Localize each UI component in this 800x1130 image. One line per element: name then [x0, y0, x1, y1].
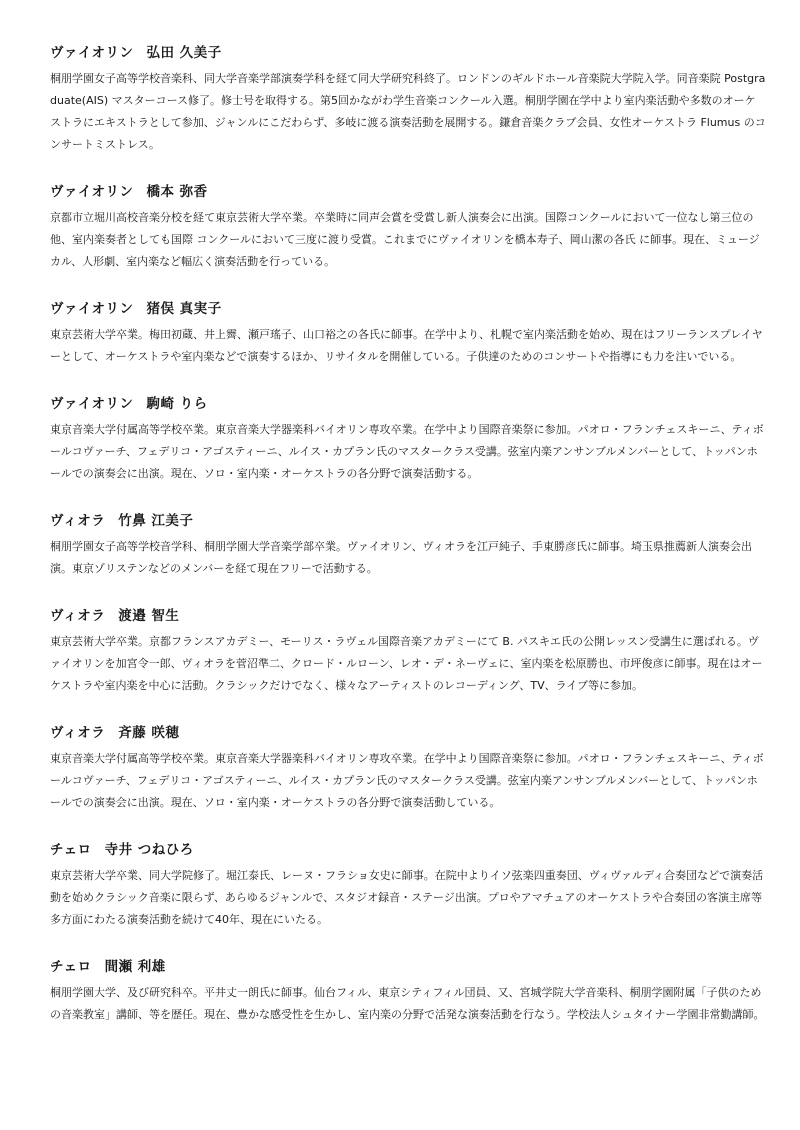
profile-entry — [50, 395, 766, 485]
profile-heading — [50, 958, 766, 976]
profile-bio: 東京芸術大学卒業。京都フランスアカデミー、モーリス・ラヴェル国際音楽アカデミーにて B. パスキエ氏の公開レッスン受講生に選ばれる。ヴァイオリンを加宮令一郎、ヴィオラを菅沼準二、クロード・ルローン、レオ・デ・ネーヴェに、室内楽を松原勝也、市坪俊彦に師事。現在はオーケストラや室内楽を中心に活動。クラシックだけでなく、様々なアーティストのレコーディング、TV、ライブ等に参加。 — [50, 635, 763, 692]
profile-entry — [50, 44, 766, 156]
profile-role: ヴィオラ — [50, 725, 106, 741]
profile-bio: 桐朋学園大学、及び研究科卒。平井丈一朗氏に師事。仙台フィル、東京シティフィル団員、又、宮城学院大学音楽科、桐朋学園附属「子供のための音楽教室」講師、等を歴任。現在、豊かな感受性を生かし、室内楽の分野で活発な演奏活動を行なう。学校法人シュタイナー学園非常勤講師。 — [50, 986, 765, 1021]
profile-bio: 桐朋学園女子高等学校音楽科、同大学音楽学部演奏学科を経て同大学研究科終了。ロンドンのギルドホール音楽院大学院入学。同音楽院 Postgraduate(AIS) マスターコース修了。修士号を取得する。第5回かながわ学生音楽コンクール入選。桐朋学園在学中より室内楽活動や多数のオーケストラにエキストラとして参加、ジャンルにこだわらず、多岐に渡る演奏活動を展開する。鎌倉音楽クラブ会員、女性オーケストラ Flumus のコンサートミストレス。 — [50, 72, 766, 151]
profile-heading — [50, 395, 766, 413]
profile-entry — [50, 512, 766, 580]
profile-heading — [50, 724, 766, 742]
profile-heading — [50, 183, 766, 201]
profile-bio: 東京音楽大学付属高等学校卒業。東京音楽大学器楽科バイオリン専攻卒業。在学中より国際音楽祭に参加。パオロ・フランチェスキーニ、ティボールコヴァーチ、フェデリコ・アゴスティーニ、ルイス・カプラン氏のマスタークラス受講。弦室内楽アンサンブルメンバーとして、トッパンホールでの演奏会に出演。現在、ソロ・室内楽・オーケストラの各分野で演奏活動する。 — [50, 423, 764, 480]
profile-role: ヴァイオリン — [50, 301, 134, 317]
profile-entry — [50, 300, 766, 368]
profile-name: 竹鼻 江美子 — [118, 513, 194, 529]
profile-role: ヴィオラ — [50, 513, 106, 529]
profile-name: 猪俣 真実子 — [146, 301, 222, 317]
profile-bio: 桐朋学園女子高等学校音学科、桐朋学園大学音楽学部卒業。ヴァイオリン、ヴィオラを江戸純子、手東勝彦氏に師事。埼玉県推薦新人演奏会出演。東京ゾリステンなどのメンバーを経て現在フリーで活動する。 — [50, 540, 753, 575]
profile-role: ヴァイオリン — [50, 184, 134, 200]
profile-bio: 東京芸術大学卒業。梅田初蔵、井上霽、瀬戸瑤子、山口裕之の各氏に師事。在学中より、札幌で室内楽活動を始め、現在はフリーランスプレイヤーとして、オーケストラや室内楽などで演奏するほか、リサイタルを開催している。子供達のためのコンサートや指導にも力を注いでいる。 — [50, 328, 763, 363]
profile-name: 弘田 久美子 — [146, 45, 222, 61]
profile-entry — [50, 183, 766, 273]
profile-entry — [50, 841, 766, 931]
profile-name: 寺井 つねひろ — [104, 842, 194, 858]
profile-name: 間瀬 利雄 — [104, 959, 166, 975]
profile-role: チェロ — [50, 959, 92, 975]
profile-role: ヴァイオリン — [50, 45, 134, 61]
profile-heading — [50, 300, 766, 318]
profile-role: ヴァイオリン — [50, 396, 134, 412]
profile-bio: 東京芸術大学卒業、同大学院修了。堀江泰氏、レーヌ・フラショ女史に師事。在院中よりイソ弦楽四重奏団、ヴィヴァルディ合奏団などで演奏活動を始めクラシック音楽に限らず、あらゆるジャンルで、スタジオ録音・ステージ出演。プロやアマチュアのオーケストラや合奏団の客演主席等多方面にわたる演奏活動を続けて40年、現在にいたる。 — [50, 869, 764, 926]
profile-role: ヴィオラ — [50, 608, 106, 624]
profile-name: 駒崎 りら — [146, 396, 208, 412]
profile-role: チェロ — [50, 842, 92, 858]
profile-heading — [50, 841, 766, 859]
profile-name: 斉藤 咲穂 — [118, 725, 180, 741]
profile-entry — [50, 958, 766, 1026]
profile-bio: 東京音楽大学付属高等学校卒業。東京音楽大学器楽科バイオリン専攻卒業。在学中より国際音楽祭に参加。パオロ・フランチェスキーニ、ティボールコヴァーチ、フェデリコ・アゴスティーニ、ルイス・カプラン氏のマスタークラス受講。弦室内楽アンサンブルメンバーとして、トッパンホールでの演奏会に出演。現在、ソロ・室内楽・オーケストラの各分野で演奏活動している。 — [50, 752, 764, 809]
profile-bio: 京都市立堀川高校音楽分校を経て東京芸術大学卒業。卒業時に同声会賞を受賞し新人演奏会に出演。国際コンクールにおいて一位なし第三位の他、室内楽奏者としても国際 コンクールにおいて三度に渡り受賞。これまでにヴァイオリンを橋本寿子、岡山潔の各氏 に師事。現在、ミュージカル、人形劇、室内楽など幅広く演奏活動を行っている。 — [50, 211, 760, 268]
profile-entry — [50, 607, 766, 697]
profile-heading — [50, 512, 766, 530]
profile-heading — [50, 44, 766, 62]
profile-name: 橋本 弥香 — [146, 184, 208, 200]
profile-name: 渡邉 智生 — [118, 608, 180, 624]
profile-entry — [50, 724, 766, 814]
profile-heading — [50, 607, 766, 625]
